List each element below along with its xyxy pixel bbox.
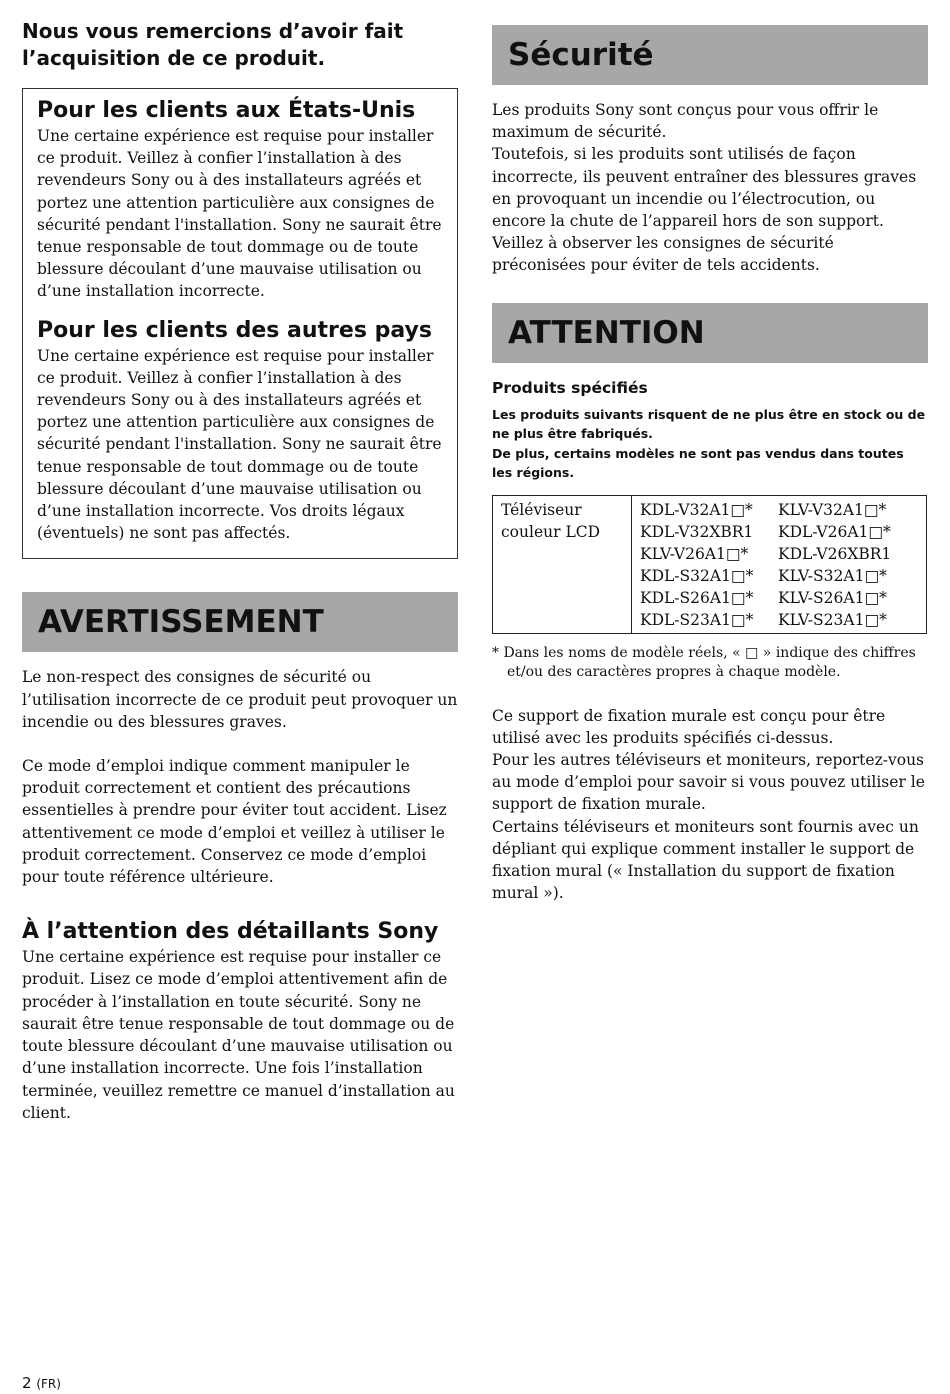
safety-paragraph-2: Toutefois, si les produits sont utilisés de façon incorrecte, ils peuvent entraîner des blessures graves en provoquant un incendie ou l’électrocution, ou encore la chute de l’appareil hors de son support. [492,145,917,231]
models-grid [640,499,918,631]
us-customers-heading: Pour les clients aux États-Unis [37,98,416,123]
sony-dealers-text: Une certaine expérience est requise pour installer ce produit. Lisez ce mode d’emploi attentivement afin de procéder à l’installation en toute sécurité. Sony ne saurait être tenue responsable de tout dommage ou de toute blessure découlant d’une mauvaise utilisation ou d’une installation incorrecte. Une fois l’installation terminée, veuillez remettre ce manuel d’installation au client. [22,948,455,1122]
installation-notice-box [22,88,458,559]
model-name: KDL-S32A1□* [640,566,754,585]
page-number: 2 [22,1374,32,1392]
sony-dealers-heading: À l’attention des détaillants Sony [22,919,439,945]
models-table [492,495,927,634]
stock-note: Les produits suivants risquent de ne plus être en stock ou de ne plus être fabriqués. [492,406,926,442]
model-name: KLV-V32A1□* [778,500,887,519]
model-name: KLV-V26A1□* [640,544,749,563]
language-code: (FR) [36,1377,61,1391]
warning-banner-title: AVERTISSEMENT [38,604,324,641]
specified-products-label: Produits spécifiés [492,378,648,397]
us-customers-text: Une certaine expérience est requise pour installer ce produit. Veillez à confier l’installation à des revendeurs Sony ou à des installateurs agréés et portez une attention particulière aux consignes de sécurité pendant l'installation. Sony ne saurait être tenue responsable de tout dommage ou de toute blessure découlant d’une mauvaise utilisation ou d’une installation incorrecte. [37,127,442,301]
safety-banner-title: Sécurité [508,37,654,73]
category-label: Téléviseur couleur LCD [501,500,601,541]
other-countries-text: Une certaine expérience est requise pour installer ce produit. Veillez à confier l’installation à des revendeurs Sony ou à des installateurs agréés et portez une attention particulière aux consignes de sécurité pendant l'installation. Sony ne saurait être tenue responsable de tout dommage ou de toute blessure découlant d’une mauvaise utilisation ou d’une installation incorrecte. Vos droits légaux (éventuels) ne sont pas affectés. [37,346,442,543]
table-row [493,495,927,633]
category-cell [493,495,632,633]
warning-paragraph-2: Ce mode d’emploi indique comment manipuler le produit correctement et contient des précautions essentielles à prendre pour éviter tout accident. Lisez attentivement ce mode d’emploi et veillez à utiliser le produit correctement. Conservez ce mode d’emploi pour toute référence ultérieure. [22,757,447,887]
model-name: KDL-V32XBR1 [640,522,754,541]
models-cell [632,495,927,633]
model-name: KLV-S23A1□* [778,610,887,629]
mount-paragraph-2: Pour les autres téléviseurs et moniteurs, reportez-vous au mode d’emploi pour savoir si vous pouvez utiliser le support de fixation murale. [492,751,925,814]
mount-paragraph-1: Ce support de fixation murale est conçu pour être utilisé avec les produits spécifiés ci-dessus. [492,706,886,747]
model-name: KDL-S23A1□* [640,610,754,629]
model-footnote: * Dans les noms de modèle réels, « □ » indique des chiffres et/ou des caractères propres à chaque modèle. [492,644,916,681]
model-name: KDL-V26A1□* [778,522,891,541]
attention-banner [492,303,928,363]
model-name: KDL-S26A1□* [640,588,754,607]
mount-paragraph-3: Certains téléviseurs et moniteurs sont fournis avec un dépliant qui explique comment installer le support de fixation mural (« Installation du support de fixation mural »). [492,817,919,903]
other-countries-heading: Pour les clients des autres pays [37,317,432,343]
warning-paragraph-1: Le non-respect des consignes de sécurité ou l’utilisation incorrecte de ce produit peut provoquer un incendie ou des blessures graves. [22,668,458,731]
safety-banner [492,25,928,85]
right-column [492,25,928,904]
model-name: KLV-S26A1□* [778,588,887,607]
page-footer [22,1374,61,1392]
safety-paragraph-1: Les produits Sony sont conçus pour vous offrir le maximum de sécurité. [492,101,879,142]
warning-banner [22,592,458,652]
safety-paragraph-3: Veillez à observer les consignes de sécurité préconisées pour éviter de tels accidents. [492,234,834,275]
model-name: KDL-V26XBR1 [778,544,892,563]
model-name: KLV-S32A1□* [778,566,887,585]
attention-banner-title: ATTENTION [508,314,705,351]
left-column [22,18,458,1124]
model-name: KDL-V32A1□* [640,500,753,519]
thanks-title: Nous vous remercions d’avoir fait l’acquisition de ce produit. [22,19,404,70]
region-note: De plus, certains modèles ne sont pas vendus dans toutes les régions. [492,445,904,481]
